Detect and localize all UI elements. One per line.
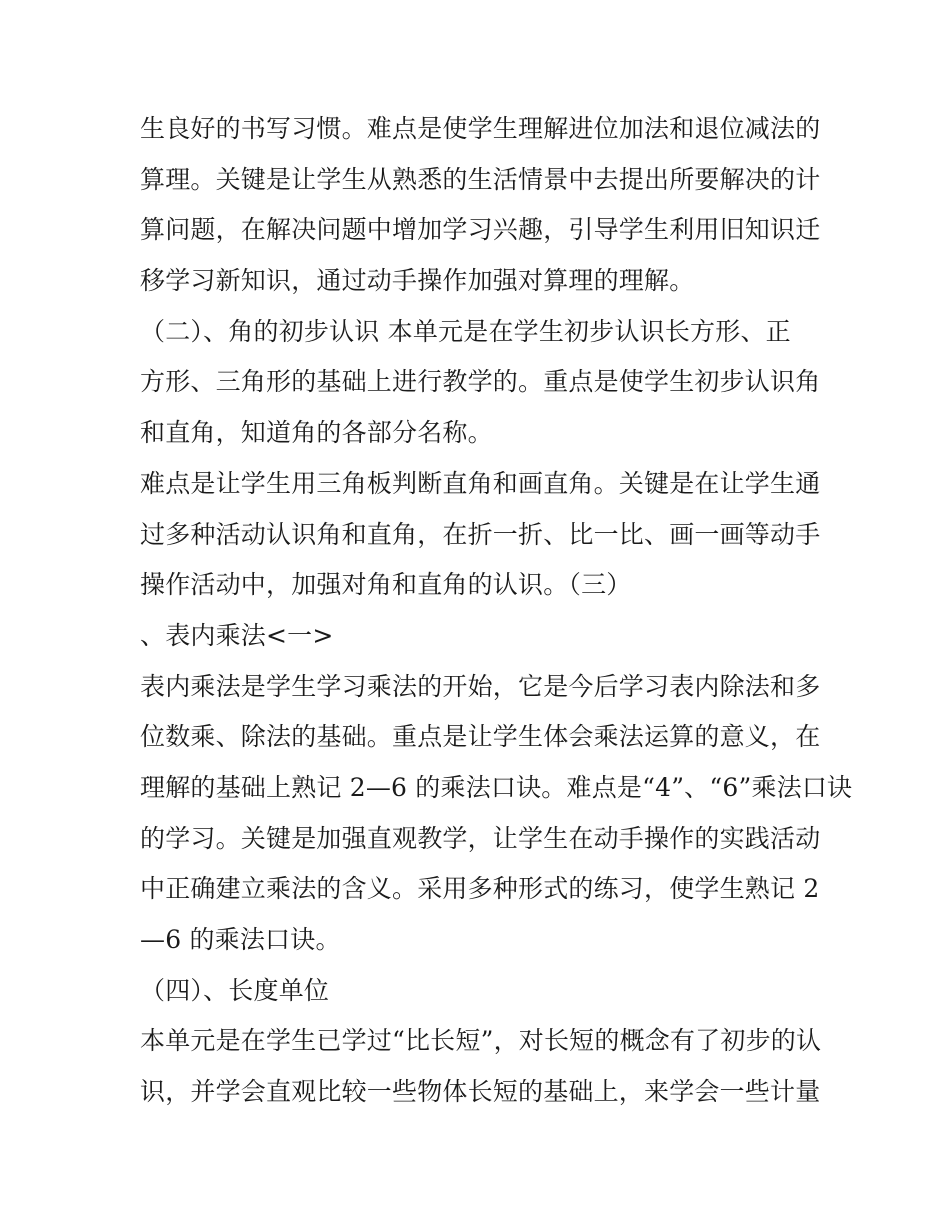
text-line: 表内乘法是学生学习乘法的开始，它是今后学习表内除法和多 xyxy=(140,671,821,701)
text-line: —6 的乘法口诀。 xyxy=(140,925,341,954)
text-line: 方形、三角形的基础上进行教学的。重点是使学生初步认识角 xyxy=(140,367,821,397)
section-heading-line: （二）、角的初步认识 本单元是在学生初步认识长方形、正 xyxy=(140,316,791,346)
text-line: 过多种活动认识角和直角，在折一折、比一比、画一画等动手 xyxy=(140,519,821,549)
text-line: 生良好的书写习惯。难点是使学生理解进位加法和退位减法的 xyxy=(140,114,821,143)
text-line: 位数乘、除法的基础。重点是让学生体会乘法运算的意义，在 xyxy=(140,722,821,752)
body-text xyxy=(140,104,853,1118)
text-line: 算理。关键是让学生从熟悉的生活情景中去提出所要解决的计 xyxy=(140,164,821,194)
section-heading-line: 、表内乘法<一> xyxy=(140,620,334,650)
text-line: 本单元是在学生已学过“比长短”，对长短的概念有了初步的认 xyxy=(140,1026,822,1056)
text-line: 和直角，知道角的各部分名称。 xyxy=(140,418,493,448)
text-line: 移学习新知识，通过动手操作加强对算理的理解。 xyxy=(140,266,695,296)
text-line: 算问题，在解决问题中增加学习兴趣，引导学生利用旧知识迁 xyxy=(140,215,821,245)
section-heading-line: （四）、长度单位 xyxy=(140,975,330,1005)
text-line: 的学习。关键是加强直观教学，让学生在动手操作的实践活动 xyxy=(140,823,821,853)
text-line: 操作活动中，加强对角和直角的认识。（三） xyxy=(140,570,632,600)
text-line: 理解的基础上熟记 2—6 的乘法口诀。难点是“4”、“6”乘法口诀 xyxy=(140,772,853,802)
text-line: 识，并学会直观比较一些物体长短的基础上，来学会一些计量 xyxy=(140,1077,821,1107)
text-line: 中正确建立乘法的含义。采用多种形式的练习，使学生熟记 2 xyxy=(140,874,820,904)
text-line: 难点是让学生用三角板判断直角和画直角。关键是在让学生通 xyxy=(140,468,821,498)
